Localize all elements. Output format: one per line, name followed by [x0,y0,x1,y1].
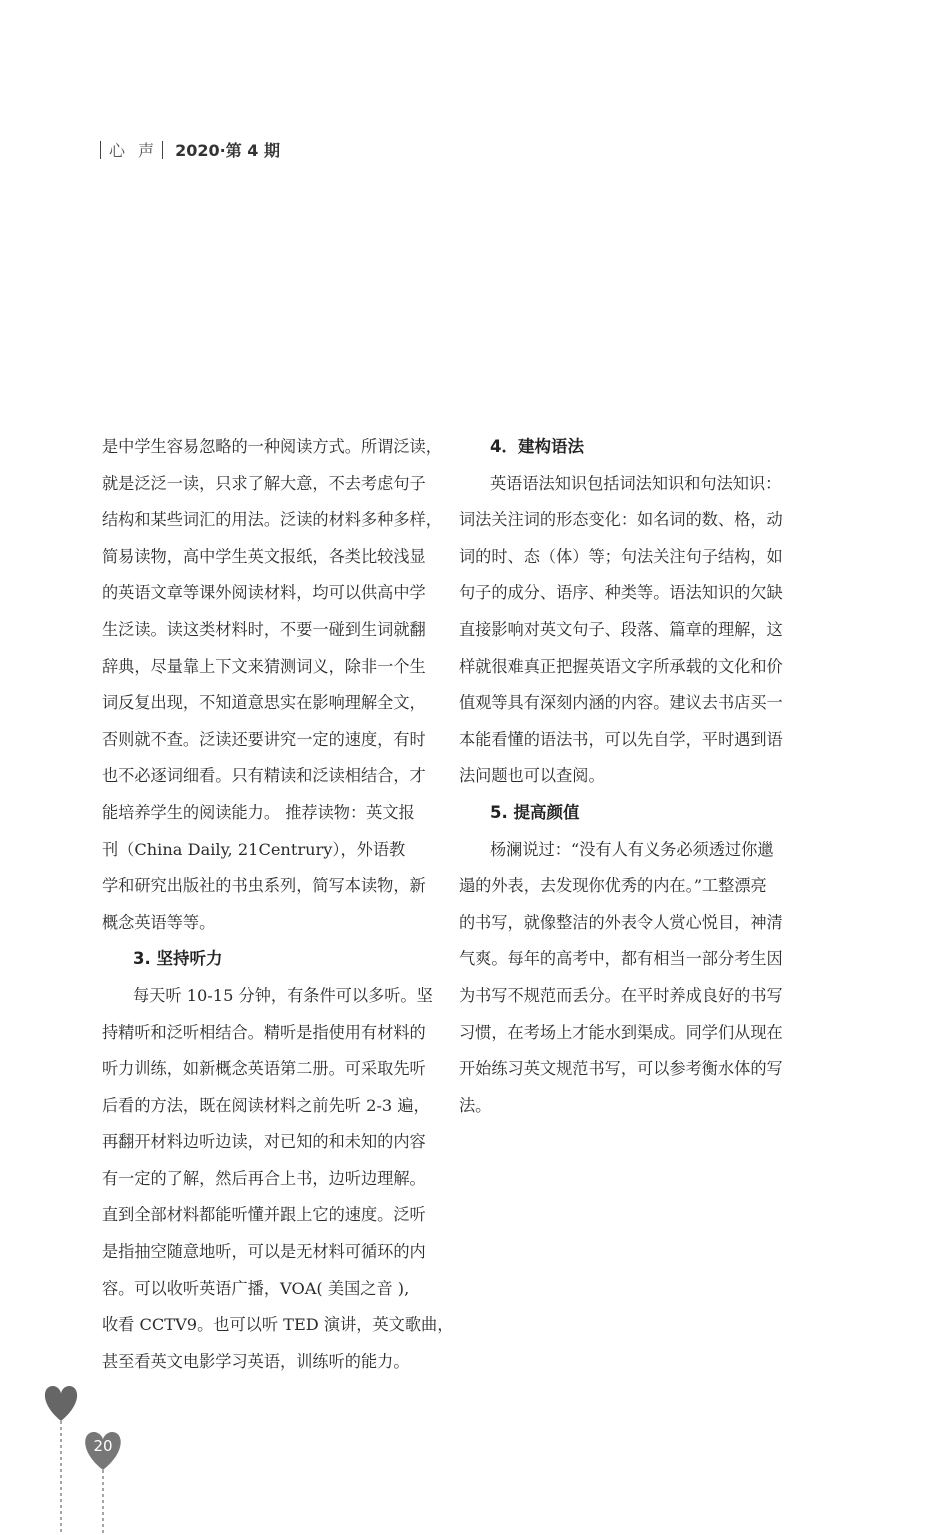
text-line: 简易读物，高中学生英文报纸，各类比较浅显 [102,546,426,566]
text-line: 能培养学生的阅读能力。 推荐读物：英文报 [102,802,415,822]
text-line: 句子的成分、语序、种类等。语法知识的欠缺 [459,583,783,603]
section-heading-listening: 3. 坚持听力 [133,949,223,969]
text-line: 每天听 10-15 分钟，有条件可以多听。坚 [133,985,433,1005]
text-line: 词反复出现，不知道意思实在影响理解全文， [102,693,426,713]
page-number: 20 [93,1437,113,1455]
text-line: 法。 [459,1095,492,1115]
text-line: 辞典，尽量靠上下文来猜测词义，除非一个生 [102,656,426,676]
text-line: 甚至看英文电影学习英语，训练听的能力。 [102,1351,410,1371]
issue-label: 2020·第 4 期 [175,141,280,160]
text-line: 就是泛泛一读，只求了解大意，不去考虑句子 [102,473,426,493]
text-line: 也不必逐词细看。只有精读和泛读相结合，才 [102,766,426,786]
text-line: 结构和某些词汇的用法。泛读的材料多种多样， [102,510,442,530]
text-line: 再翻开材料边听边读，对已知的和未知的内容 [102,1132,426,1152]
text-line: 有一定的了解，然后再合上书，边听边理解。 [102,1168,426,1188]
text-line: 英语语法知识包括词法知识和句法知识： [490,473,782,493]
text-line: 习惯，在考场上才能水到渠成。同学们从现在 [459,1022,783,1042]
text-line: 样就很难真正把握英语文字所承载的文化和价 [459,656,783,676]
text-line: 是指抽空随意地听，可以是无材料可循环的内 [102,1242,426,1262]
text-line: 法问题也可以查阅。 [459,766,605,786]
text-line: 的英语文章等课外阅读材料，均可以供高中学 [102,583,426,603]
text-line: 概念英语等等。 [102,912,216,932]
text-line: 本能看懂的语法书，可以先自学，平时遇到语 [459,729,783,749]
section-heading-handwriting: 5. 提高颜值 [490,802,580,822]
text-line: 词法关注词的形态变化：如名词的数、格，动 [459,510,783,530]
text-line: 学和研究出版社的书虫系列，简写本读物，新 [102,876,426,896]
text-line: 否则就不查。泛读还要讲究一定的速度，有时 [102,729,426,749]
text-line: 听力训练，如新概念英语第二册。可采取先听 [102,1059,426,1079]
text-line: 词的时、态（体）等；句法关注句子结构，如 [459,546,783,566]
text-line: 后看的方法，既在阅读材料之前先听 2-3 遍， [102,1095,430,1115]
text-line: 容。可以收听英语广播，VOA( 美国之音 ), [102,1278,410,1298]
text-line: 杨澜说过：“没有人有义务必须透过你邋 [490,839,774,859]
column-title: 心 声 [109,141,159,160]
text-line: 遢的外表，去发现你优秀的内在。”工整漂亮 [459,876,767,896]
section-heading-grammar: 4．建构语法 [490,437,584,456]
text-line: 直到全部材料都能听懂并跟上它的速度。泛听 [102,1205,426,1225]
text-line: 直接影响对英文句子、段落、篇章的理解，这 [459,619,783,639]
text-line: 是中学生容易忽略的一种阅读方式。所谓泛读， [102,437,442,456]
text-line: 气爽。每年的高考中，都有相当一部分考生因 [459,949,783,969]
large-heart-icon [45,1386,77,1421]
text-line: 为书写不规范而丢分。在平时养成良好的书写 [459,985,783,1005]
text-line: 持精听和泛听相结合。精听是指使用有材料的 [102,1022,426,1042]
text-line: 刊（China Daily, 21Centrury），外语教 [102,839,406,859]
text-line: 开始练习英文规范书写，可以参考衡水体的写 [459,1059,783,1079]
text-line: 的书写，就像整洁的外表令人赏心悦目，神清 [459,912,783,932]
text-line: 值观等具有深刻内涵的内容。建议去书店买一 [459,693,783,713]
text-line: 生泛读。读这类材料时，不要一碰到生词就翻 [102,619,426,639]
text-line: 收看 CCTV9。也可以听 TED 演讲，英文歌曲， [102,1315,454,1335]
